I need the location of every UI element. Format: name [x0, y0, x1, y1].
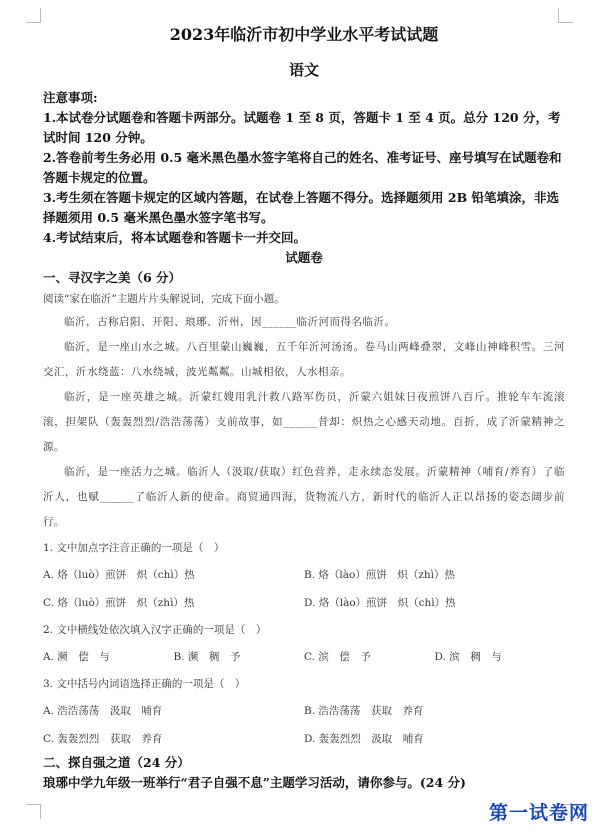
option-d: D. 轰轰烈烈 汲取 哺育: [304, 733, 424, 745]
notice-item-1: 1.本试卷分试题卷和答题卡两部分。试题卷 1 至 8 页，答题卡 1 至 4 页。总分 120 分，考试时间 120 分钟。: [43, 110, 561, 145]
option-b: B. 浩浩荡荡 获取 养育: [304, 705, 424, 717]
option-c: C. 滨 偿 予: [304, 651, 371, 663]
option-d: D. 烙（lào）煎饼 炽（chì）热: [304, 597, 456, 609]
notice-item-3: 3.考生须在答题卡规定的区域内答题，在试卷上答题不得分。选择题须用 2B 铅笔填涂，非选择题须用 0.5 毫米黑色墨水签字笔书写。: [43, 190, 560, 225]
crop-mark-top-left: [26, 8, 41, 23]
part2-intro: 琅琊中学九年级一班举行“君子自强不息”主题学习活动，请你参与。(24 分): [43, 775, 466, 790]
question-3-stem: 3. 文中括号内词语选择正确的一项是（ ）: [43, 678, 246, 690]
part1-intro: 阅读“家在临沂”主题片片头解说词，完成下面小题。: [43, 293, 285, 305]
option-a: A. 烙（luò）煎饼 炽（chì）热: [43, 569, 195, 581]
option-a: A. 浩浩荡荡 汲取 哺育: [43, 705, 163, 717]
passage-paragraph: 临沂，是一座活力之城。临沂人（汲取/获取）红色营养，走永续态发展。沂蒙精神（哺育/养育）了临沂人，也赋______了临沂人新的使命。商贸通四海，货物流八方，新时代的临沂人正以昂扬的姿态阔步前行。: [43, 466, 565, 528]
passage-paragraph: 临沂，古称启阳、开阳、琅琊、沂州，因______临沂河而得名临沂。: [64, 316, 396, 328]
part2-heading: 二、探自强之道（24 分）: [43, 755, 190, 770]
option-c: C. 轰轰烈烈 获取 养育: [43, 733, 163, 745]
subject-title: 语文: [288, 61, 319, 79]
question-1-options: [43, 589, 565, 617]
exam-page: [43, 18, 565, 793]
exam-title: 2023年临沂市初中学业水平考试试题: [169, 25, 439, 44]
notice-heading: 注意事项:: [43, 90, 98, 105]
passage-paragraph: 临沂，是一座英雄之城。沂蒙红嫂用乳汁救八路军伤员，沂蒙六姐妹日夜煎饼八百斤。推轮车车流滚滚，担架队（轰轰烈烈/浩浩荡荡）支前故事，如______昔却：炽热之心感天动地。百折，成了沂蒙精神之源。: [43, 391, 565, 453]
passage-paragraph: 临沂，是一座山水之城。八百里蒙山巍巍，五千年沂河汤汤。卷马山两峰叠翠，文峰山神峰积雪。三河交汇，沂水绕蓝：八水绕城，波光粼粼。山城相依，人水相亲。: [43, 341, 565, 378]
question-3-options: [43, 697, 565, 725]
part1-heading: 一、寻汉字之美（6 分）: [43, 270, 182, 285]
notice-item-4: 4.考试结束后，将本试题卷和答题卡一并交回。: [43, 230, 307, 245]
crop-mark-bottom-left: [26, 804, 41, 819]
option-c: C. 烙（luò）煎饼 炽（zhì）热: [43, 597, 195, 609]
watermark-logo: 第一试卷网: [488, 802, 589, 824]
section-label: 试题卷: [285, 250, 323, 265]
question-1-options: [43, 561, 565, 589]
notice-item-2: 2.答卷前考生务必用 0.5 毫米黑色墨水签字笔将自己的姓名、准考证号、座号填写在试题卷和答题卡规定的位置。: [43, 150, 562, 185]
question-2-stem: 2. 文中横线处依次填入汉字正确的一项是（ ）: [43, 624, 267, 636]
option-d: D. 滨 稠 与: [434, 651, 502, 663]
question-2-options: [43, 643, 565, 671]
option-b: B. 濒 稠 予: [173, 651, 241, 663]
question-1-stem: 1. 文中加点字注音正确的一项是（ ）: [43, 542, 225, 554]
option-a: A. 濒 偿 与: [43, 651, 110, 663]
question-3-options: [43, 725, 565, 753]
option-b: B. 烙（lào）煎饼 炽（zhì）热: [304, 569, 455, 581]
